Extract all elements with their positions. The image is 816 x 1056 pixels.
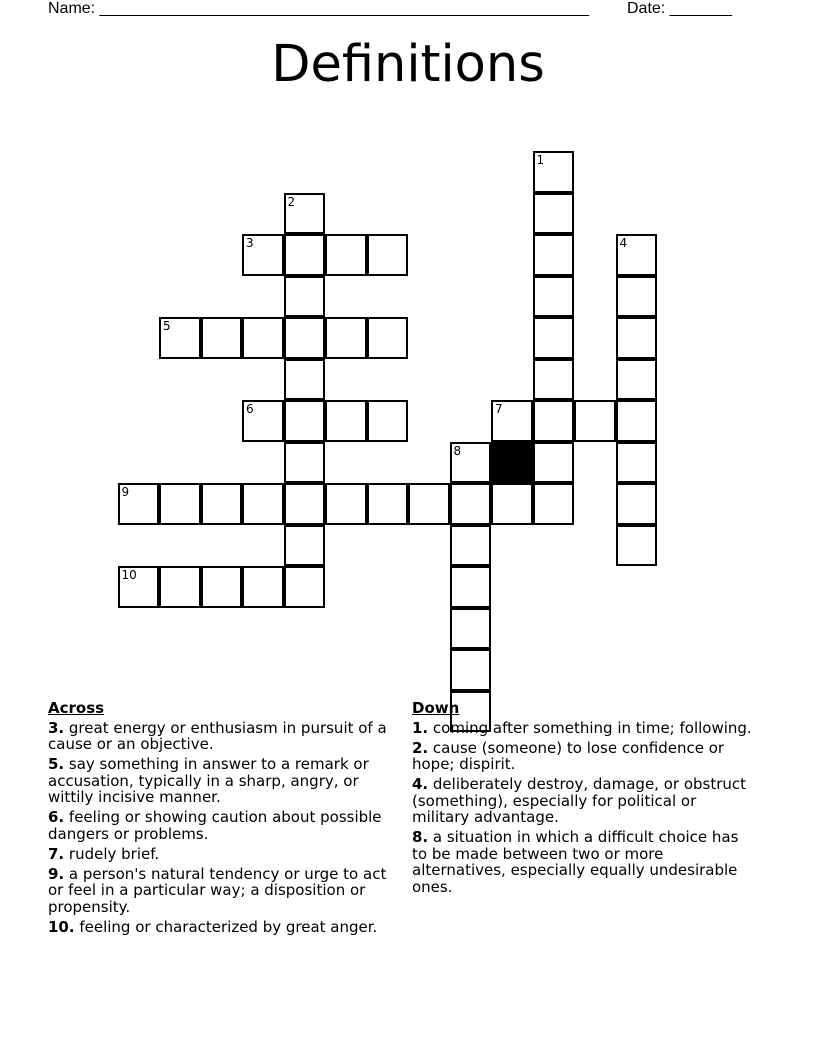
grid-cell[interactable]: [325, 234, 367, 276]
grid-cell-5[interactable]: [159, 317, 201, 359]
grid-cell-3[interactable]: [242, 234, 284, 276]
grid-cell[interactable]: [533, 276, 575, 318]
grid-cell[interactable]: [242, 483, 284, 525]
grid-cell[interactable]: [491, 483, 533, 525]
across-clue: [48, 846, 398, 863]
across-clue: [48, 809, 398, 842]
grid-cell[interactable]: [450, 608, 492, 650]
clue-number: 2: [287, 194, 296, 209]
grid-cell[interactable]: [533, 359, 575, 401]
grid-cell[interactable]: [325, 317, 367, 359]
across-heading: Across: [48, 699, 105, 717]
down-clues: [412, 700, 752, 899]
grid-cell[interactable]: [367, 317, 409, 359]
clue-text: coming after something in time; following.: [428, 718, 752, 737]
grid-cell[interactable]: [242, 566, 284, 608]
clue-number: 9: [121, 485, 130, 499]
clue-text: a situation in which a difficult choice has to be made between two or more alternatives, especially equally undesirable ones.: [412, 828, 739, 896]
grid-cell[interactable]: [284, 442, 326, 484]
down-clue: [412, 740, 752, 773]
clue-number: 7.: [48, 844, 65, 863]
grid-cell[interactable]: [325, 400, 367, 442]
down-clue: [412, 720, 752, 737]
grid-cell[interactable]: [284, 525, 326, 567]
clue-number: 5: [163, 319, 171, 333]
grid-cell[interactable]: [284, 400, 326, 442]
grid-cell[interactable]: [201, 566, 243, 608]
grid-cell[interactable]: [284, 276, 326, 318]
clue-number: 6.: [48, 808, 65, 826]
grid-cell[interactable]: [616, 359, 658, 401]
grid-cell[interactable]: [616, 276, 658, 318]
clue-text: cause (someone) to lose confidence or hope; dispirit.: [412, 738, 725, 773]
clue-number: 4.: [412, 775, 429, 793]
clue-number: 3: [246, 236, 254, 250]
grid-cell[interactable]: [616, 317, 658, 359]
clue-number: 1: [536, 153, 545, 167]
clue-number: 1.: [412, 718, 429, 737]
grid-cell-4[interactable]: [616, 234, 658, 276]
grid-cell[interactable]: [533, 483, 575, 525]
grid-cell[interactable]: [450, 566, 492, 608]
down-clue: [412, 829, 752, 895]
clue-number: 7: [495, 402, 503, 416]
grid-cell[interactable]: [533, 234, 575, 276]
grid-cell[interactable]: [284, 359, 326, 401]
clue-text: rudely brief.: [64, 844, 160, 863]
grid-cell[interactable]: [159, 566, 201, 608]
page-title: Definitions: [271, 35, 545, 94]
grid-cell-6[interactable]: [242, 400, 284, 442]
clue-text: feeling or characterized by great anger.: [74, 917, 378, 936]
grid-cell-8[interactable]: [450, 442, 492, 484]
clue-number: 3.: [48, 718, 65, 737]
grid-cell[interactable]: [367, 234, 409, 276]
grid-cell[interactable]: [408, 483, 450, 525]
clue-number: 9.: [48, 864, 65, 883]
clue-number: 2.: [412, 738, 429, 757]
grid-cell[interactable]: [284, 317, 326, 359]
clue-number: 8: [453, 443, 462, 458]
grid-cell[interactable]: [533, 400, 575, 442]
clue-number: 8.: [412, 828, 429, 846]
grid-cell[interactable]: [574, 400, 616, 442]
grid-cell-9[interactable]: [118, 483, 160, 525]
grid-cell[interactable]: [201, 317, 243, 359]
grid-cell[interactable]: [616, 483, 658, 525]
clue-text: deliberately destroy, damage, or obstruct (something), especially for political or military advantage.: [412, 775, 747, 826]
date-line[interactable]: _______: [669, 0, 732, 17]
grid-cell[interactable]: [533, 442, 575, 484]
date-label: Date:: [627, 0, 666, 17]
across-clues: [48, 700, 398, 939]
grid-cell[interactable]: [284, 566, 326, 608]
down-clue-list: [412, 720, 752, 896]
grid-cell[interactable]: [616, 400, 658, 442]
grid-cell[interactable]: [616, 525, 658, 567]
clue-text: say something in answer to a remark or accusation, typically in a sharp, angry, or wittily incisive manner.: [48, 755, 369, 806]
grid-cell[interactable]: [284, 234, 326, 276]
grid-cell[interactable]: [450, 483, 492, 525]
clue-text: feeling or showing caution about possible dangers or problems.: [48, 808, 382, 843]
grid-cell[interactable]: [242, 317, 284, 359]
grid-cell[interactable]: [367, 400, 409, 442]
grid-cell[interactable]: [325, 483, 367, 525]
clue-number: 10.: [48, 917, 75, 936]
clue-number: 6: [246, 402, 254, 416]
down-clue: [412, 776, 752, 826]
down-heading: Down: [412, 699, 460, 717]
grid-cell[interactable]: [450, 525, 492, 567]
across-clue: [48, 866, 398, 916]
grid-cell[interactable]: [533, 317, 575, 359]
name-line[interactable]: _______________________________________________________: [99, 0, 589, 17]
grid-cell[interactable]: [159, 483, 201, 525]
grid-cell[interactable]: [367, 483, 409, 525]
grid-cell[interactable]: [201, 483, 243, 525]
grid-cell[interactable]: [533, 193, 575, 235]
clue-text: a person's natural tendency or urge to act or feel in a particular way; a disposition or propensity.: [48, 864, 387, 916]
clue-text: great energy or enthusiasm in pursuit of a cause or an objective.: [48, 718, 387, 753]
clue-number: 5.: [48, 755, 65, 773]
across-clue: [48, 720, 398, 753]
grid-cell-1[interactable]: [533, 151, 575, 193]
grid-cell[interactable]: [616, 442, 658, 484]
name-label: Name:: [48, 0, 96, 17]
across-clue: [48, 919, 398, 936]
blocked-cell: [491, 442, 533, 484]
clue-number: 4: [619, 236, 628, 250]
grid-cell-2[interactable]: [284, 193, 326, 235]
clue-number: 10: [121, 568, 137, 582]
grid-cell[interactable]: [450, 649, 492, 691]
grid-cell-10[interactable]: [118, 566, 160, 608]
across-clue-list: [48, 720, 398, 936]
grid-cell-7[interactable]: [491, 400, 533, 442]
grid-cell[interactable]: [284, 483, 326, 525]
across-clue: [48, 756, 398, 806]
